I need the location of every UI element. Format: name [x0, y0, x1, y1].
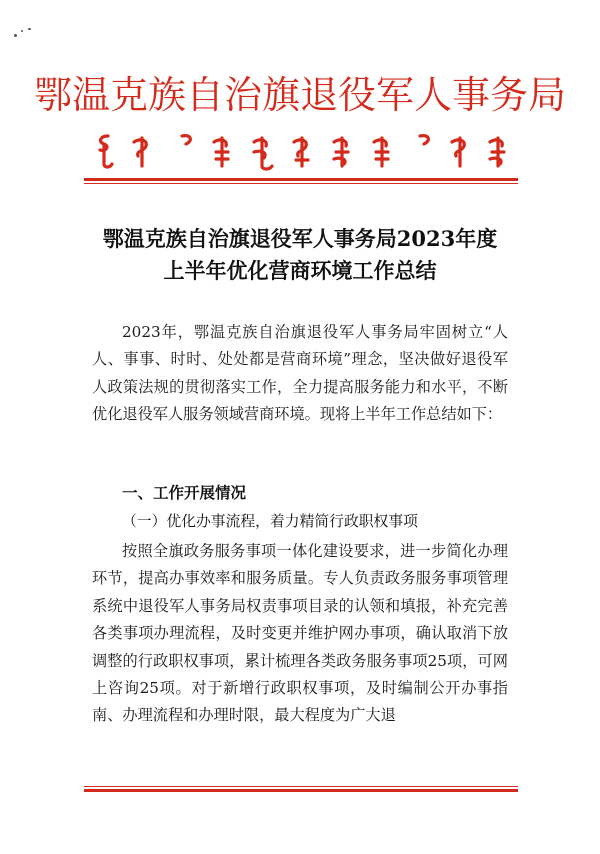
- letterhead-top-rule-thick: [84, 178, 518, 181]
- document-title-line-2: 上半年优化营商环境工作总结: [163, 258, 437, 283]
- intro-paragraph: 2023年，鄂温克族自治旗退役军人事务局牢固树立“人人、事事、时时、处处都是营商环境”理念，坚决做好退役军人政策法规的贯彻落实工作，全力提高服务能力和水平，不断优化退役军人服务领域营商环境。现将上半年工作总结如下：: [92, 323, 508, 424]
- footer-rule-thin: [84, 786, 518, 787]
- letterhead-top-rule-thin: [84, 183, 518, 184]
- section-heading: 一、工作开展情况: [122, 483, 247, 502]
- footer-rule-thick: [84, 789, 518, 792]
- letterhead-mongolian-script: [86, 128, 516, 172]
- subsection-heading: （一）优化办事流程，着力精简行政职权事项: [122, 513, 418, 530]
- document-title-line-1: 鄂温克族自治旗退役军人事务局2023年度: [102, 226, 498, 251]
- section-paragraph: 按照全旗政务服务事项一体化建设要求，进一步简化办理环节，提高办事效率和服务质量。专人负责政务服务事项管理系统中退役军人事务局权责事项目录的认领和填报，补充完善各类事项办理流程，及时变更并维护网办事项，确认取消下放调整的行政职权事项，累计梳理各类政务服务事项25项，可网上咨询25项。对于新增行政职权事项，及时编制公开办事指南、办理流程和办理时限，最大程度为广大退: [92, 542, 508, 725]
- letterhead-org-name: 鄂温克族自治旗退役军人事务局: [33, 73, 566, 117]
